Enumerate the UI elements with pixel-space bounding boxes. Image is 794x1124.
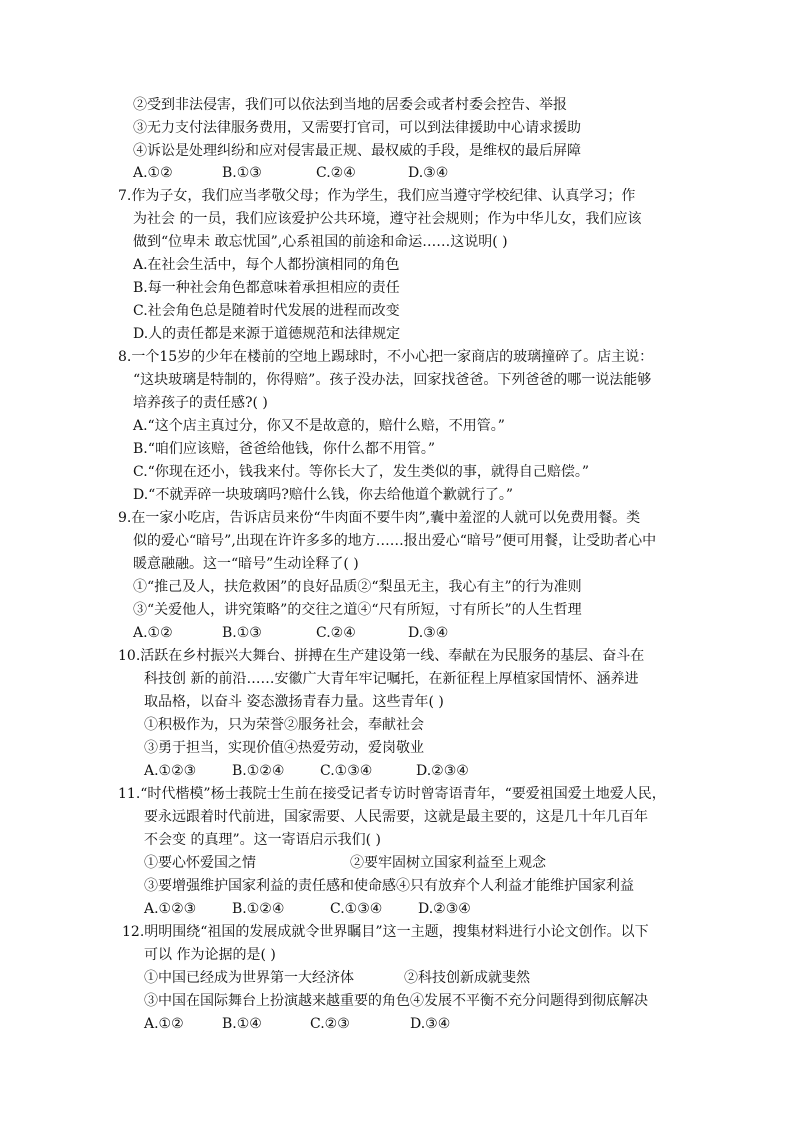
q8-stem-line-1: 8.一个15岁的少年在楼前的空地上踢球时，不小心把一家商店的玻璃撞碎了。店主说： <box>118 349 654 365</box>
q8-option-d[interactable]: D.“不就弄碎一块玻璃吗?赔什么钱，你去给他道个歉就行了。” <box>133 487 513 503</box>
q12-statement-2: ②科技创新成就斐然 <box>404 970 530 986</box>
q7-stem-line-2: 为社会 的一员，我们应该爱护公共环境，遵守社会规则；作为中华儿女，我们应该 <box>133 211 642 227</box>
q10-stem-line-2: 科技创 新的前沿……安徽广大青年牢记嘱托，在新征程上厚植家国情怀、涵养进 <box>144 671 639 687</box>
q11-option-b[interactable]: B.①②④ <box>232 901 285 917</box>
q12-option-c[interactable]: C.②③ <box>310 1016 350 1032</box>
q9-statements-3-4: ③“关爱他人，讲究策略”的交往之道④“尺有所短，寸有所长”的人生哲理 <box>133 602 582 618</box>
q7-option-b[interactable]: B.每一种社会角色都意味着承担相应的责任 <box>133 280 400 296</box>
q7-stem-line-3: 做到“位卑未 敢忘忧国”,心系祖国的前途和命运……这说明( ) <box>133 234 508 250</box>
q9-option-a[interactable]: A.①② <box>133 625 173 641</box>
q11-stem-line-1: 11.“时代楷模”杨士莪院士生前在接受记者专访时曾寄语青年，“要爱祖国爱土地爱人民， <box>118 786 666 802</box>
q11-statements-3-4: ③要增强维护国家利益的责任感和使命感④只有放弃个人利益才能维护国家利益 <box>144 878 634 894</box>
q6-statement-4: ④诉讼是处理纠纷和应对侵害最正规、最权威的手段，是维权的最后屏障 <box>133 143 581 159</box>
q10-statements-3-4: ③勇于担当，实现价值④热爱劳动，爱岗敬业 <box>144 740 424 756</box>
q11-option-d[interactable]: D.②③④ <box>418 901 471 917</box>
q9-stem-line-3: 暖意融融。这一“暗号”生动诠释了( ) <box>133 556 359 572</box>
q12-option-a[interactable]: A.①② <box>144 1016 184 1032</box>
q7-option-c[interactable]: C.社会角色总是随着时代发展的进程而改变 <box>133 303 400 319</box>
q8-option-b[interactable]: B.“咱们应该赔，爸爸给他钱，你什么都不用管。” <box>133 441 436 457</box>
q6-statement-2: ②受到非法侵害，我们可以依法到当地的居委会或者村委会控告、举报 <box>133 97 567 113</box>
q12-stem-line-1: 12.明明围绕“祖国的发展成就令世界瞩目”这一主题，搜集材料进行小论文创作。以下 <box>122 924 649 940</box>
q11-statement-2: ②要牢固树立国家利益至上观念 <box>350 855 546 871</box>
q10-option-b[interactable]: B.①②④ <box>232 763 285 779</box>
q11-option-a[interactable]: A.①②③ <box>144 901 197 917</box>
q6-statement-3: ③无力支付法律服务费用，又需要打官司，可以到法律援助中心请求援助 <box>133 120 581 136</box>
q6-option-a[interactable]: A.①② <box>133 165 173 181</box>
q8-option-a[interactable]: A.“这个店主真过分，你又不是故意的，赔什么赔，不用管。” <box>133 418 505 434</box>
q10-statements-1-2: ①积极作为，只为荣誉②服务社会，奉献社会 <box>144 717 424 733</box>
q12-option-b[interactable]: B.①④ <box>222 1016 262 1032</box>
q9-option-b[interactable]: B.①③ <box>222 625 262 641</box>
q12-stem-line-2: 可以 作为论据的是( ) <box>144 947 276 963</box>
q12-statements-3-4: ③中国在国际舞台上扮演越来越重要的角色④发展不平衡不充分问题得到彻底解决 <box>144 993 648 1009</box>
q9-statements-1-2: ①“推己及人，扶危救困”的良好品质②“梨虽无主，我心有主”的行为准则 <box>133 579 582 595</box>
q8-stem-line-2: “这块玻璃是特制的，你得赔”。孩子没办法，回家找爸爸。下列爸爸的哪一说法能够 <box>133 372 652 388</box>
q6-option-b[interactable]: B.①③ <box>222 165 262 181</box>
q11-stem-line-2: 要永远跟着时代前进，国家需要、人民需要，这就是最主要的，这是几十年几百年 <box>144 809 648 825</box>
q10-option-d[interactable]: D.②③④ <box>416 763 469 779</box>
q6-option-d[interactable]: D.③④ <box>408 165 449 181</box>
q6-option-c[interactable]: C.②④ <box>316 165 356 181</box>
q7-stem-line-1: 7.作为子女，我们应当孝敬父母；作为学生，我们应当遵守学校纪律、认真学习；作 <box>118 188 636 204</box>
q12-statement-1: ①中国已经成为世界第一大经济体 <box>144 970 354 986</box>
q11-stem-line-3: 不会变 的真理”。这一寄语启示我们( ) <box>144 832 381 848</box>
q9-stem-line-1: 9.在一家小吃店，告诉店员来份“牛肉面不要牛肉”,囊中羞涩的人就可以免费用餐。类 <box>118 510 641 526</box>
q10-option-c[interactable]: C.①③④ <box>320 763 373 779</box>
q10-option-a[interactable]: A.①②③ <box>144 763 197 779</box>
q8-stem-line-3: 培养孩子的责任感?( ) <box>133 395 268 411</box>
q7-option-d[interactable]: D.人的责任都是来源于道德规范和法律规定 <box>133 326 401 342</box>
q9-stem-line-2: 似的爱心“暗号”,出现在许许多多的地方……报出爱心“暗号”便可用餐，让受助者心中 <box>133 533 657 549</box>
q8-option-c[interactable]: C.“你现在还小，钱我来付。等你长大了，发生类似的事，就得自己赔偿。” <box>133 464 589 480</box>
q12-option-d[interactable]: D.③④ <box>410 1016 451 1032</box>
q9-option-c[interactable]: C.②④ <box>316 625 356 641</box>
q10-stem-line-1: 10.活跃在乡村振兴大舞台、拼搏在生产建设第一线、奉献在为民服务的基层、奋斗在 <box>118 648 645 664</box>
q11-statement-1: ①要心怀爱国之情 <box>144 855 256 871</box>
q9-option-d[interactable]: D.③④ <box>408 625 449 641</box>
q10-stem-line-3: 取品格，以奋斗 姿态激扬青春力量。这些青年( ) <box>144 694 444 710</box>
q7-option-a[interactable]: A.在社会生活中，每个人都扮演相同的角色 <box>133 257 400 273</box>
q11-option-c[interactable]: C.①③④ <box>330 901 383 917</box>
